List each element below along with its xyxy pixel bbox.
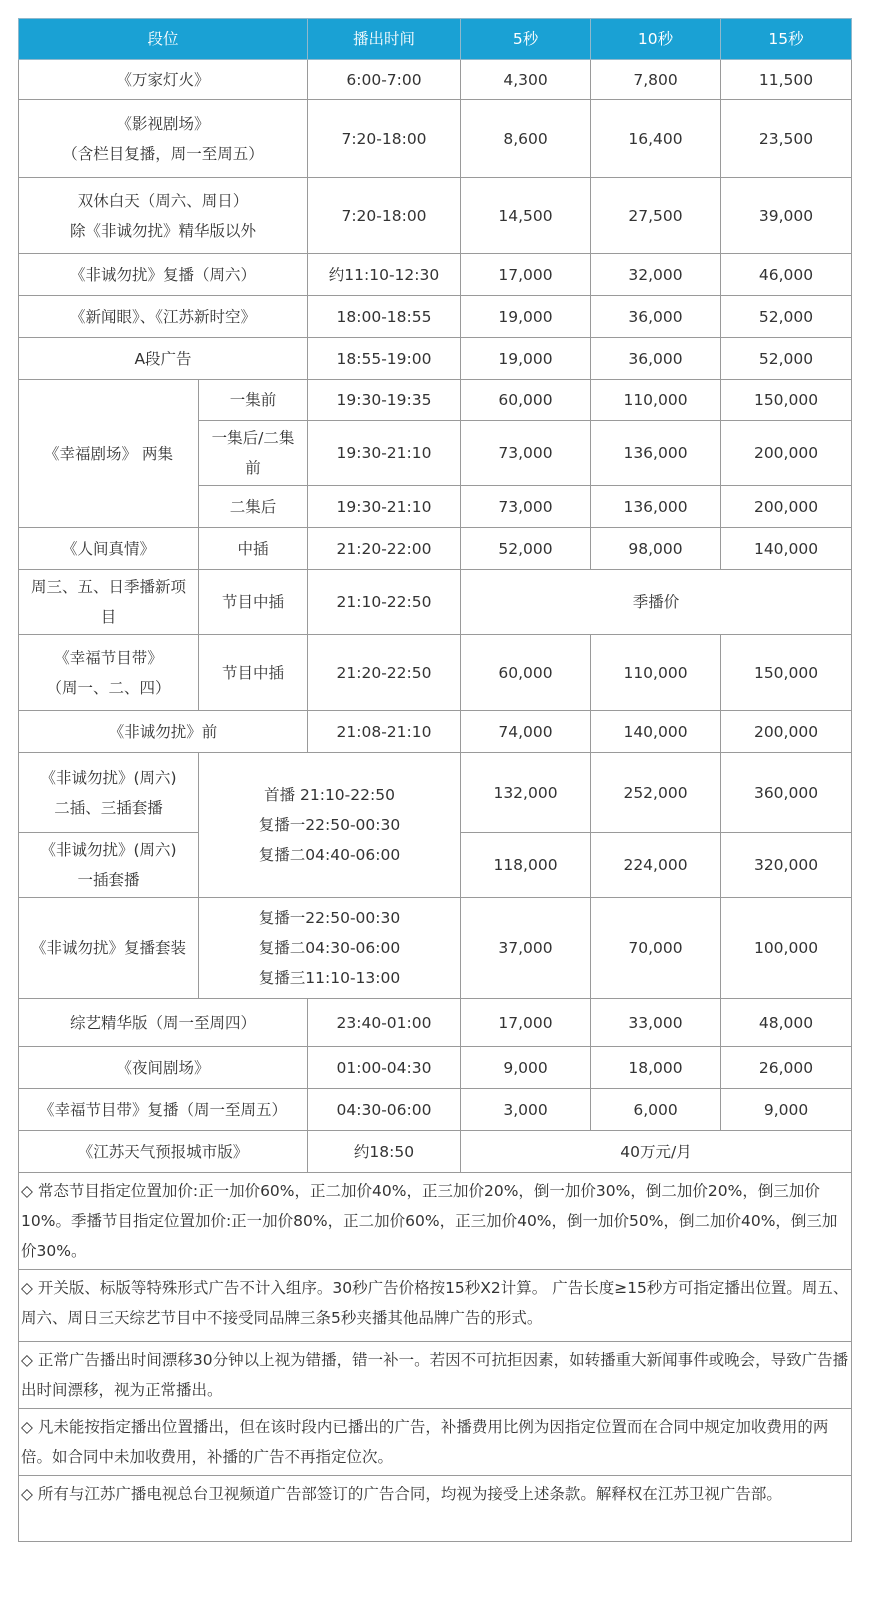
- price-10s: 70,000: [591, 898, 721, 999]
- note-row: [19, 1409, 852, 1476]
- segment-line: 双休白天（周六、周日）: [77, 191, 249, 210]
- segment-cell: [19, 753, 199, 833]
- sub-segment-line: 前: [245, 459, 261, 477]
- price-10s: 136,000: [591, 486, 721, 528]
- segment-line: （周一、二、四）: [46, 678, 171, 697]
- price-15s: 26,000: [721, 1047, 852, 1089]
- price-15s: 200,000: [721, 711, 852, 753]
- price-15s: 48,000: [721, 999, 852, 1047]
- segment-cell: 《幸福剧场》 两集: [19, 380, 199, 528]
- table-row: [19, 338, 852, 380]
- segment-line: 《非诚勿扰》(周六): [40, 768, 177, 787]
- header-5s: 5秒: [461, 19, 591, 60]
- note-row: [19, 1270, 852, 1342]
- price-5s: 19,000: [461, 338, 591, 380]
- segment-cell: 《人间真情》: [19, 528, 199, 570]
- time-cell: 约11:10-12:30: [308, 254, 461, 296]
- price-15s: 11,500: [721, 60, 852, 100]
- price-5s: 17,000: [461, 999, 591, 1047]
- sub-segment-cell: 中插: [199, 528, 308, 570]
- note-text: ◇ 正常广告播出时间漂移30分钟以上视为错播，错一补一。若因不可抗拒因素，如转播重大新闻事件或晚会，导致广告播出时间漂移，视为正常播出。: [19, 1342, 852, 1409]
- time-cell: 6:00-7:00: [308, 60, 461, 100]
- price-5s: 132,000: [461, 753, 591, 833]
- table-row: [19, 1131, 852, 1173]
- price-15s: 150,000: [721, 635, 852, 711]
- time-cell: 19:30-21:10: [308, 486, 461, 528]
- price-10s: 136,000: [591, 421, 721, 486]
- table-row: [19, 635, 852, 711]
- price-10s: 7,800: [591, 60, 721, 100]
- header-time: 播出时间: [308, 19, 461, 60]
- season-price-cell: 季播价: [461, 570, 852, 635]
- segment-cell: [19, 100, 308, 178]
- time-line: 复播三11:10-13:00: [258, 969, 401, 987]
- segment-cell: [19, 833, 199, 898]
- price-5s: 60,000: [461, 635, 591, 711]
- header-10s: 10秒: [591, 19, 721, 60]
- segment-cell: 《夜间剧场》: [19, 1047, 308, 1089]
- price-15s: 150,000: [721, 380, 852, 421]
- time-cell: [199, 898, 461, 999]
- price-15s: 360,000: [721, 753, 852, 833]
- price-10s: 6,000: [591, 1089, 721, 1131]
- segment-cell: [19, 635, 199, 711]
- table-row: [19, 898, 852, 999]
- segment-line: 目: [100, 608, 117, 626]
- segment-cell: 综艺精华版（周一至周四）: [19, 999, 308, 1047]
- time-cell: 21:20-22:50: [308, 635, 461, 711]
- segment-line: （含栏目复播，周一至周五）: [62, 144, 264, 163]
- segment-cell: 《非诚勿扰》前: [19, 711, 308, 753]
- price-10s: 18,000: [591, 1047, 721, 1089]
- note-text: ◇ 开关版、标版等特殊形式广告不计入组序。30秒广告价格按15秒X2计算。 广告长度≥15秒方可指定播出位置。周五、周六、周日三天综艺节目中不接受同品牌三条5秒夹播其他品牌广告的形式。: [19, 1270, 852, 1342]
- note-row: [19, 1476, 852, 1542]
- note-text: ◇ 所有与江苏广播电视总台卫视频道广告部签订的广告合同，均视为接受上述条款。解释权在江苏卫视广告部。: [19, 1476, 852, 1542]
- price-10s: 110,000: [591, 635, 721, 711]
- price-5s: 118,000: [461, 833, 591, 898]
- time-cell: 01:00-04:30: [308, 1047, 461, 1089]
- price-15s: 52,000: [721, 338, 852, 380]
- price-15s: 23,500: [721, 100, 852, 178]
- time-cell: 19:30-21:10: [308, 421, 461, 486]
- price-5s: 19,000: [461, 296, 591, 338]
- time-cell: 23:40-01:00: [308, 999, 461, 1047]
- price-5s: 14,500: [461, 178, 591, 254]
- table-row: [19, 711, 852, 753]
- table-row: [19, 1089, 852, 1131]
- price-5s: 37,000: [461, 898, 591, 999]
- sub-segment-cell: 二集后: [199, 486, 308, 528]
- time-cell: 19:30-19:35: [308, 380, 461, 421]
- segment-line: 《非诚勿扰》(周六): [40, 841, 177, 859]
- table-row: [19, 753, 852, 833]
- price-10s: 32,000: [591, 254, 721, 296]
- price-5s: 9,000: [461, 1047, 591, 1089]
- table-row: [19, 178, 852, 254]
- segment-cell: 《江苏天气预报城市版》: [19, 1131, 308, 1173]
- table-row: [19, 296, 852, 338]
- price-15s: 52,000: [721, 296, 852, 338]
- table-row: [19, 999, 852, 1047]
- price-10s: 36,000: [591, 338, 721, 380]
- segment-line: 除《非诚勿扰》精华版以外: [70, 221, 257, 240]
- note-text: ◇ 凡未能按指定播出位置播出，但在该时段内已播出的广告，补播费用比例为因指定位置而在合同中规定加收费用的两倍。如合同中未加收费用，补播的广告不再指定位次。: [19, 1409, 852, 1476]
- price-10s: 110,000: [591, 380, 721, 421]
- rate-table: [18, 18, 852, 1542]
- price-10s: 140,000: [591, 711, 721, 753]
- time-line: 复播一22:50-00:30: [258, 816, 401, 834]
- sub-segment-cell: 一集前: [199, 380, 308, 421]
- sub-segment-cell: 节目中插: [199, 570, 308, 635]
- price-15s: 200,000: [721, 486, 852, 528]
- price-5s: 74,000: [461, 711, 591, 753]
- price-15s: 46,000: [721, 254, 852, 296]
- segment-cell: [19, 178, 308, 254]
- time-cell: 18:00-18:55: [308, 296, 461, 338]
- time-cell: 7:20-18:00: [308, 100, 461, 178]
- price-5s: 60,000: [461, 380, 591, 421]
- price-5s: 52,000: [461, 528, 591, 570]
- sub-segment-cell: [199, 421, 308, 486]
- segment-cell: 《幸福节目带》复播（周一至周五）: [19, 1089, 308, 1131]
- time-cell: 21:08-21:10: [308, 711, 461, 753]
- sub-segment-cell: 节目中插: [199, 635, 308, 711]
- note-row: [19, 1173, 852, 1270]
- price-5s: 73,000: [461, 421, 591, 486]
- time-cell: 04:30-06:00: [308, 1089, 461, 1131]
- price-15s: 200,000: [721, 421, 852, 486]
- table-row: [19, 570, 852, 635]
- price-5s: 3,000: [461, 1089, 591, 1131]
- time-cell: 约18:50: [308, 1131, 461, 1173]
- time-line: 首播 21:10-22:50: [264, 786, 395, 804]
- note-text: ◇ 常态节目指定位置加价:正一加价60%，正二加价40%，正三加价20%，倒一加价30%，倒二加价20%，倒三加价10%。季播节目指定位置加价:正一加价80%，正二加价60%，正三加价40%，倒一加价50%，倒二加价40%，倒三加价30%。: [19, 1173, 852, 1270]
- price-15s: 320,000: [721, 833, 852, 898]
- segment-cell: 《万家灯火》: [19, 60, 308, 100]
- price-10s: 252,000: [591, 753, 721, 833]
- price-5s: 4,300: [461, 60, 591, 100]
- price-10s: 33,000: [591, 999, 721, 1047]
- price-15s: 9,000: [721, 1089, 852, 1131]
- segment-line: 《影视剧场》: [116, 114, 210, 133]
- time-line: 复播二04:30-06:00: [258, 939, 401, 957]
- time-line: 复播一22:50-00:30: [258, 909, 401, 927]
- time-cell: 7:20-18:00: [308, 178, 461, 254]
- segment-cell: 《非诚勿扰》复播（周六）: [19, 254, 308, 296]
- price-15s: 100,000: [721, 898, 852, 999]
- segment-cell: A段广告: [19, 338, 308, 380]
- header-row: [19, 19, 852, 60]
- note-row: [19, 1342, 852, 1409]
- segment-line: 《幸福节目带》: [54, 648, 163, 667]
- segment-cell: 《新闻眼》、《江苏新时空》: [19, 296, 308, 338]
- monthly-price-cell: 40万元/月: [461, 1131, 852, 1173]
- price-10s: 16,400: [591, 100, 721, 178]
- segment-cell: 《非诚勿扰》复播套装: [19, 898, 199, 999]
- time-cell: 21:10-22:50: [308, 570, 461, 635]
- table-row: [19, 1047, 852, 1089]
- time-line: 复播二04:40-06:00: [258, 846, 401, 864]
- table-row: [19, 528, 852, 570]
- time-cell: [199, 753, 461, 898]
- price-15s: 140,000: [721, 528, 852, 570]
- time-cell: 21:20-22:00: [308, 528, 461, 570]
- segment-line: 二插、三插套播: [54, 798, 163, 817]
- segment-cell: [19, 570, 199, 635]
- table-row: [19, 254, 852, 296]
- header-segment: 段位: [19, 19, 308, 60]
- price-10s: 36,000: [591, 296, 721, 338]
- price-5s: 73,000: [461, 486, 591, 528]
- price-10s: 224,000: [591, 833, 721, 898]
- segment-line: 一插套播: [77, 871, 140, 889]
- price-5s: 8,600: [461, 100, 591, 178]
- table-row: [19, 100, 852, 178]
- price-10s: 27,500: [591, 178, 721, 254]
- price-10s: 98,000: [591, 528, 721, 570]
- sub-segment-line: 一集后/二集: [211, 429, 295, 447]
- price-15s: 39,000: [721, 178, 852, 254]
- time-cell: 18:55-19:00: [308, 338, 461, 380]
- header-15s: 15秒: [721, 19, 852, 60]
- price-5s: 17,000: [461, 254, 591, 296]
- table-row: [19, 380, 852, 421]
- segment-line: 周三、五、日季播新项: [30, 578, 186, 596]
- table-row: [19, 60, 852, 100]
